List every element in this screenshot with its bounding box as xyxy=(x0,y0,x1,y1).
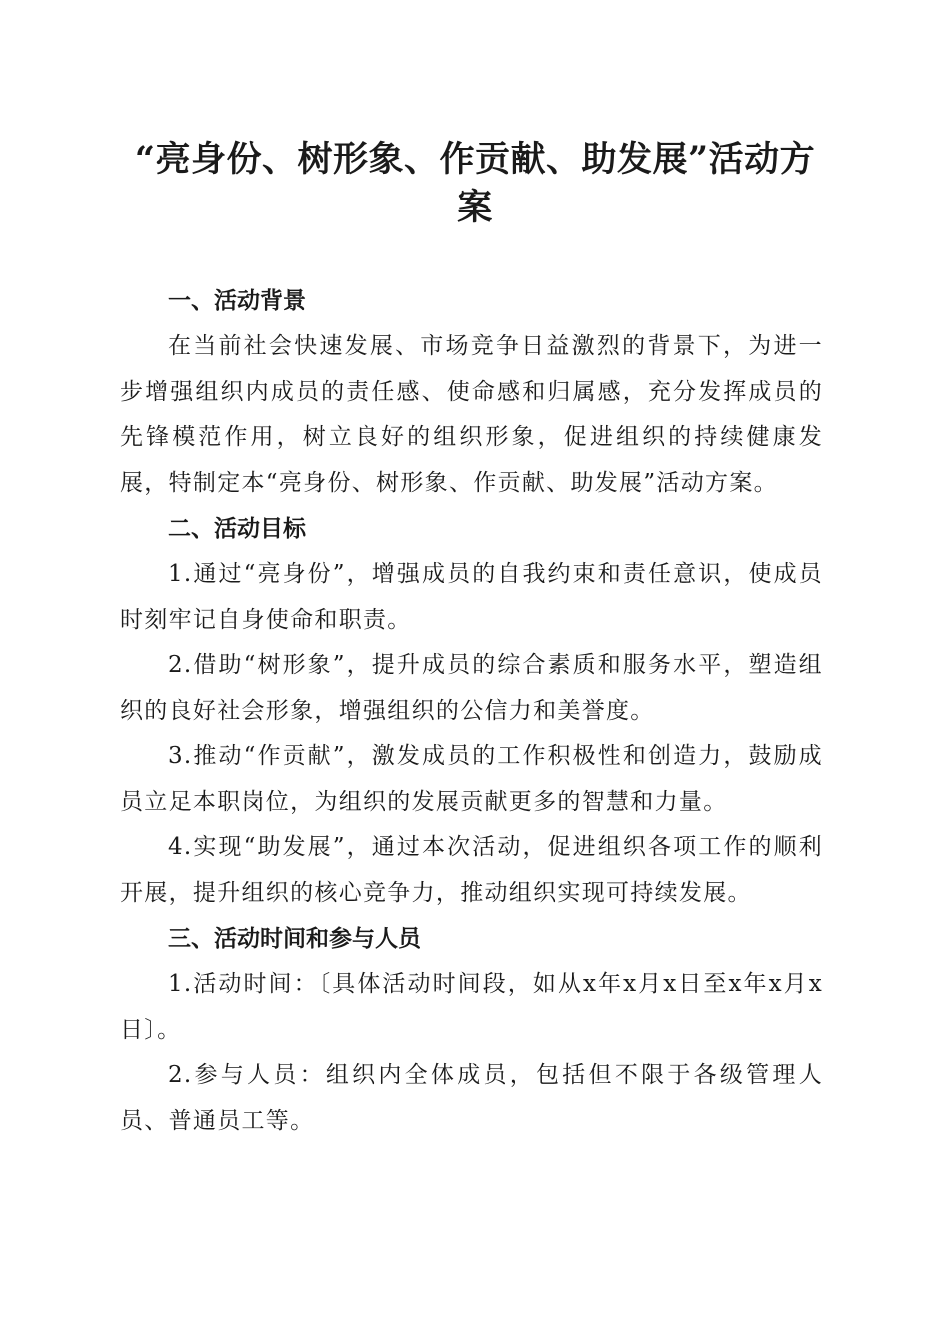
paragraph: 4.实现“助发展”，通过本次活动，促进组织各项工作的顺利开展，提升组织的核心竞争力，推动组织实现可持续发展。 xyxy=(120,834,823,906)
section-heading: 三、活动时间和参与人员 xyxy=(168,926,421,952)
section-time-participants xyxy=(120,916,823,1144)
section-background xyxy=(120,278,823,506)
paragraph: 1.通过“亮身份”，增强成员的自我约束和责任意识，使成员时刻牢记自身使命和职责。 xyxy=(120,561,823,633)
section-heading: 一、活动背景 xyxy=(168,288,306,314)
paragraph: 1.活动时间：〔具体活动时间段，如从x年x月x日至x年x月x日〕。 xyxy=(120,971,823,1043)
document-body xyxy=(120,278,823,1144)
paragraph: 2.借助“树形象”，提升成员的综合素质和服务水平，塑造组织的良好社会形象，增强组织的公信力和美誉度。 xyxy=(120,652,823,724)
paragraph: 2.参与人员：组织内全体成员，包括但不限于各级管理人员、普通员工等。 xyxy=(120,1062,823,1134)
document-title: “亮身份、树形象、作贡献、助发展”活动方案 xyxy=(134,139,816,228)
section-goals xyxy=(120,506,823,916)
paragraph: 在当前社会快速发展、市场竞争日益激烈的背景下，为进一步增强组织内成员的责任感、使命感和归属感，充分发挥成员的先锋模范作用，树立良好的组织形象，促进组织的持续健康发展，特制定本“亮身份、树形象、作贡献、助发展”活动方案。 xyxy=(120,333,823,496)
section-heading: 二、活动目标 xyxy=(168,516,306,542)
paragraph: 3.推动“作贡献”，激发成员的工作积极性和创造力，鼓励成员立足本职岗位，为组织的发展贡献更多的智慧和力量。 xyxy=(120,743,823,815)
